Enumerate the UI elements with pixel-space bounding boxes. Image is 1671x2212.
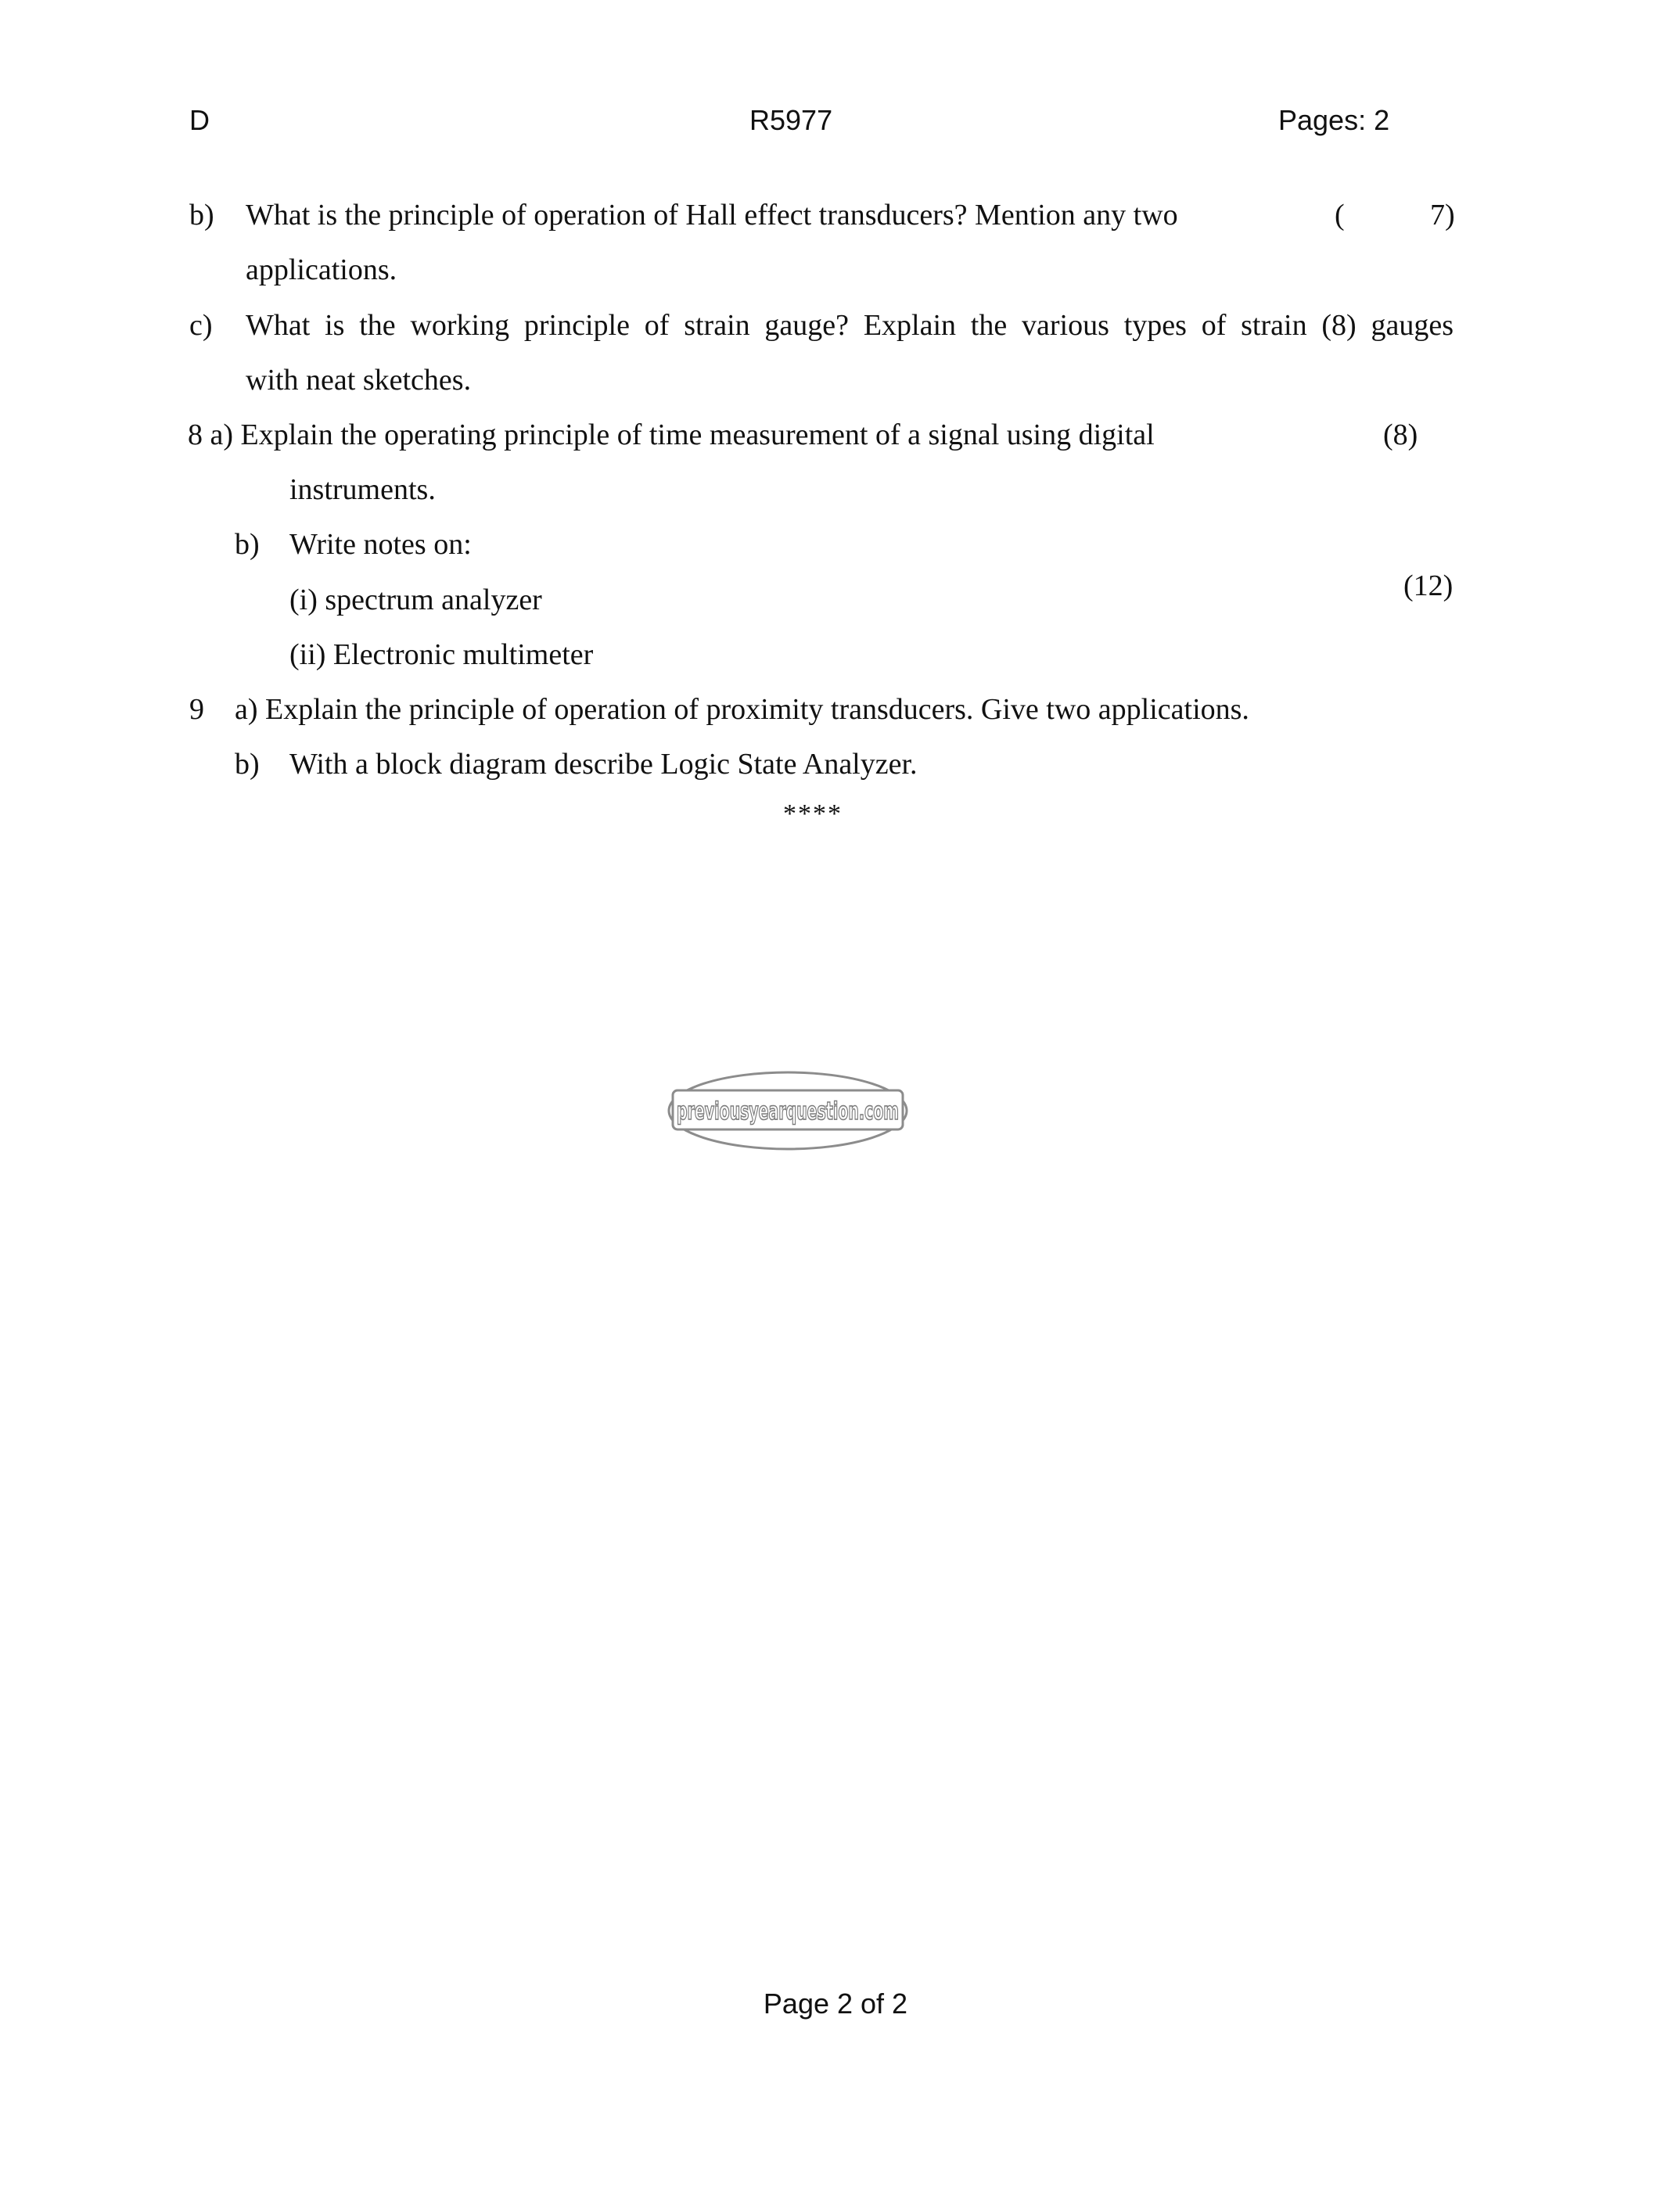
page-footer: Page 2 of 2 <box>763 1988 908 2020</box>
question-8a-text-line1: 8 a) Explain the operating principle of time measurement of a signal using digital <box>188 418 1155 451</box>
question-9-number: 9 <box>189 693 204 726</box>
question-9b-label: b) <box>235 748 260 781</box>
header-series-code: D <box>189 104 210 136</box>
question-7c-text-line2: with neat sketches. <box>246 364 472 397</box>
question-8b-item-1: (i) spectrum analyzer <box>289 584 542 616</box>
question-8b-item-2: (ii) Electronic multimeter <box>289 638 594 671</box>
watermark-logo <box>667 1070 909 1151</box>
question-7b-text-line1: What is the principle of operation of Hall effect transducers? Mention any two <box>246 199 1178 232</box>
question-8a-marks: (8) <box>1383 418 1418 451</box>
question-8b-label: b) <box>235 528 260 561</box>
header-page-count: Pages: 2 <box>1278 104 1390 136</box>
header-paper-code: R5977 <box>749 104 833 136</box>
question-7c-label: c) <box>189 309 213 342</box>
question-7b-text-line2: applications. <box>246 253 397 286</box>
question-8b-text: Write notes on: <box>289 528 472 561</box>
question-8a-text-line2: instruments. <box>289 473 436 506</box>
question-7b-marks-open: ( <box>1335 199 1345 232</box>
question-9b-text: With a block diagram describe Logic State Analyzer. <box>289 748 918 781</box>
question-7b-label: b) <box>189 199 214 232</box>
question-7c-text-line1-content: What is the working principle of strain gauge? Explain the various types of strain (8) gauges <box>246 309 1454 342</box>
question-9a-text: a) Explain the principle of operation of proximity transducers. Give two applications. <box>235 693 1249 726</box>
svg-text:previousyearquestion.com: previousyearquestion.com <box>677 1097 899 1126</box>
question-8b-marks: (12) <box>1403 569 1454 602</box>
question-7c-text-line1 <box>246 307 1454 343</box>
question-7b-marks-close: 7) <box>1430 199 1455 232</box>
end-of-paper-mark: **** <box>783 799 843 828</box>
